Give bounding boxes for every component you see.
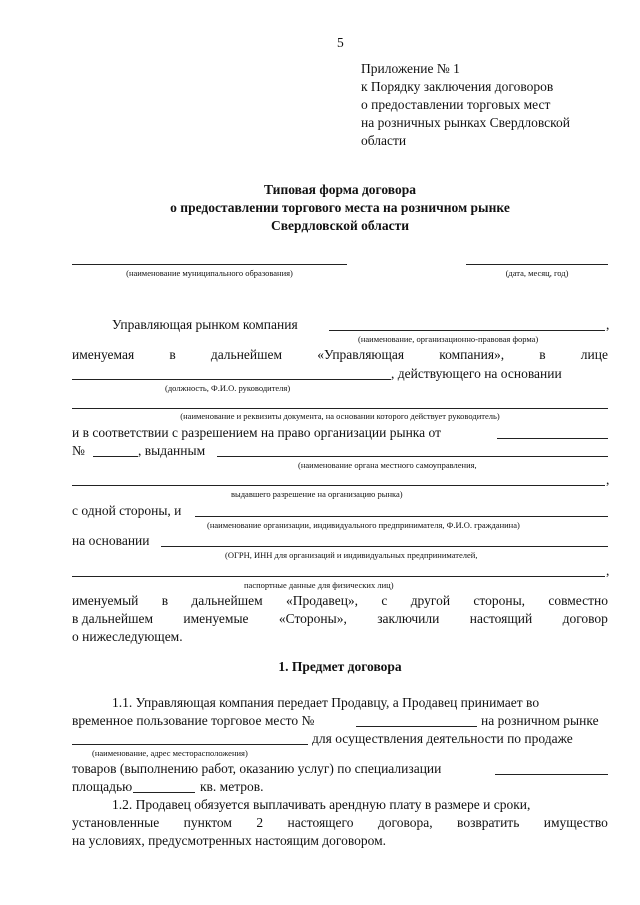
word: дальнейшем	[210, 347, 283, 362]
p1-line-4: товаров (выполнению работ, оказанию услуг) по специализации	[72, 761, 442, 776]
word: именуемая	[72, 347, 135, 362]
page-number: 5	[337, 35, 344, 50]
word: заключили	[377, 611, 440, 626]
section-heading: 1. Предмет договора	[278, 659, 402, 674]
one-side-text: с одной стороны, и	[72, 503, 182, 518]
ogrn-field[interactable]	[161, 546, 608, 547]
ogrn-hint: (ОГРН, ИНН для организаций и индивидуальных предпринимателей,	[225, 550, 478, 560]
authority-field[interactable]	[217, 456, 608, 457]
acting-text: , действующего на основании	[391, 366, 562, 381]
named-company-line	[72, 346, 608, 364]
p2-line-2	[72, 814, 608, 832]
parties-line	[72, 610, 608, 628]
p1-line-3: для осуществления деятельности по продаже	[312, 731, 573, 746]
authority-hint: (наименование органа местного самоуправления,	[298, 460, 477, 470]
word: договора,	[377, 815, 433, 830]
word: настоящий	[469, 611, 533, 626]
org-name-form-hint: (наименование, организационно-правовая форма)	[358, 334, 539, 344]
word: в дальнейшем	[72, 611, 153, 626]
word: возвратить	[457, 815, 520, 830]
on-basis-text: на основании	[72, 533, 150, 548]
number-prefix: №	[72, 443, 85, 458]
place-number-field[interactable]	[356, 726, 477, 727]
place-address-field[interactable]	[72, 744, 308, 745]
document-hint: (наименование и реквизиты документа, на основании которого действует руководитель)	[180, 411, 500, 421]
word: имущество	[543, 815, 608, 830]
appendix-line-5: области	[361, 133, 407, 148]
title-line-3: Свердловской области	[270, 218, 410, 233]
word: в	[539, 347, 546, 362]
permit-date-field[interactable]	[497, 438, 608, 439]
title-line-1: Типовая форма договора	[264, 182, 416, 197]
p1-line-5b: кв. метров.	[200, 779, 264, 794]
appendix-line-3: о предоставлении торговых мест	[361, 97, 551, 112]
municipality-hint: (наименование муниципального образования)	[126, 268, 293, 278]
word: дальнейшем	[191, 593, 263, 608]
issued-text: , выданным	[138, 443, 206, 458]
seller-named-line	[72, 592, 608, 610]
word: совместно	[548, 593, 608, 608]
word: настоящего	[287, 815, 354, 830]
comma: ,	[606, 563, 610, 578]
word: «Продавец»,	[285, 593, 359, 608]
word: лице	[580, 347, 608, 362]
authority-field-2[interactable]	[72, 485, 605, 486]
specialization-field[interactable]	[495, 774, 608, 775]
word: компания»,	[439, 347, 505, 362]
word: установленные	[72, 815, 160, 830]
p2-line-3: на условиях, предусмотренных настоящим договором.	[72, 833, 387, 848]
p1-line-2a: временное пользование торговое место №	[72, 713, 315, 728]
appendix-line-1: Приложение № 1	[361, 61, 460, 76]
comma: ,	[606, 317, 610, 332]
appendix-line-2: к Порядку заключения договоров	[361, 79, 554, 94]
passport-hint: паспортные данные для физических лиц)	[244, 580, 394, 590]
permit-number-field[interactable]	[93, 456, 138, 457]
company-lead: Управляющая рынком компания	[112, 317, 298, 332]
company-name-field[interactable]	[329, 330, 605, 331]
word: «Стороны»,	[278, 611, 347, 626]
word: именуемый	[72, 593, 139, 608]
p1-line-1: 1.1. Управляющая компания передает Продавцу, а Продавец принимает во	[112, 695, 540, 710]
seller-name-field[interactable]	[195, 516, 608, 517]
position-hint: (должность, Ф.И.О. руководителя)	[165, 383, 291, 393]
permit-text: и в соответствии с разрешением на право организации рынка от	[72, 425, 441, 440]
issued-permit-hint: выдавшего разрешение на организацию рынка)	[231, 489, 403, 499]
place-address-hint: (наименование, адрес месторасположения)	[92, 748, 248, 758]
word: в	[169, 347, 176, 362]
p2-line-1: 1.2. Продавец обязуется выплачивать арендную плату в размере и сроки,	[112, 797, 531, 812]
following-text: о нижеследующем.	[72, 629, 183, 644]
word: пунктом	[183, 815, 232, 830]
word: «Управляющая	[317, 347, 405, 362]
passport-field[interactable]	[72, 576, 605, 577]
word: с	[381, 593, 388, 608]
municipality-field[interactable]	[72, 264, 347, 265]
position-field[interactable]	[72, 379, 391, 380]
comma: ,	[606, 472, 610, 487]
word: стороны,	[473, 593, 526, 608]
word: 2	[256, 815, 264, 830]
area-field[interactable]	[133, 792, 195, 793]
word: другой	[410, 593, 451, 608]
word: договор	[562, 611, 608, 626]
title-line-2: о предоставлении торгового места на розничном рынке	[170, 200, 510, 215]
word: именуемые	[183, 611, 249, 626]
p1-line-5a: площадью	[72, 779, 133, 794]
date-hint: (дата, месяц, год)	[505, 268, 569, 278]
p1-line-2b: на розничном рынке	[481, 713, 599, 728]
appendix-line-4: на розничных рынках Свердловской	[361, 115, 570, 130]
word: в	[161, 593, 169, 608]
document-field[interactable]	[72, 408, 608, 409]
seller-name-hint: (наименование организации, индивидуального предпринимателя, Ф.И.О. гражданина)	[207, 520, 520, 530]
date-field[interactable]	[466, 264, 608, 265]
